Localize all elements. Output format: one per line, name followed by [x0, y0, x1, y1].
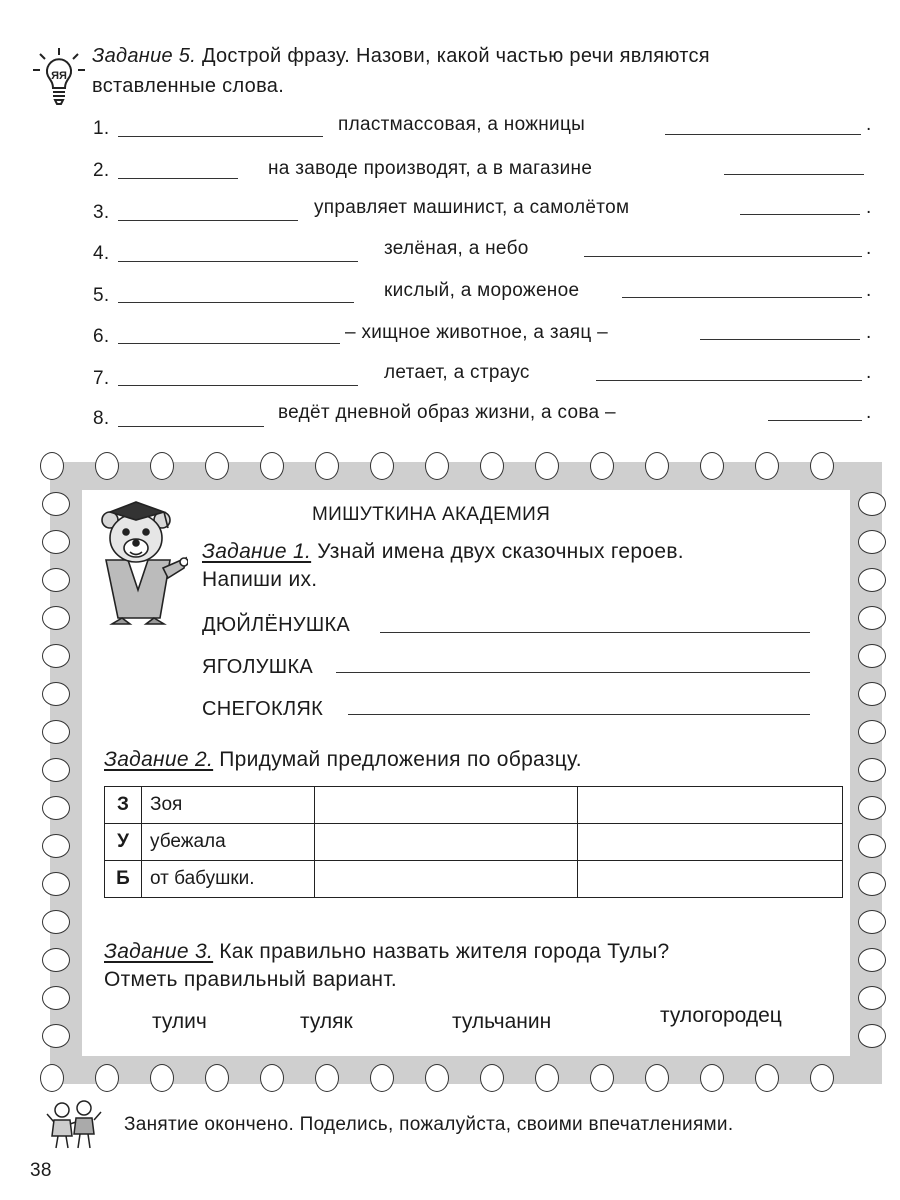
item-number: 5.: [93, 285, 110, 306]
word-cell: от бабушки.: [142, 861, 315, 898]
frame-bead: [858, 568, 886, 592]
item-text: – хищное животное, а заяц –: [345, 322, 608, 343]
scrambled-word: ДЮЙЛЁНУШКА: [202, 614, 351, 636]
frame-bead: [42, 568, 70, 592]
task3-text-line1: Как правильно назвать жителя города Тулы?: [219, 940, 670, 963]
frame-bead: [370, 452, 394, 480]
empty-cell[interactable]: [578, 824, 843, 861]
task5-text-line1: Дострой фразу. Назови, какой частью речи являются: [201, 45, 710, 67]
frame-bead: [480, 1064, 504, 1092]
item-end: .: [866, 114, 872, 135]
frame-bead: [755, 452, 779, 480]
word-cell: убежала: [142, 824, 315, 861]
frame-bead: [42, 872, 70, 896]
item-end: .: [866, 402, 872, 423]
frame-bead: [858, 606, 886, 630]
frame-bead: [42, 720, 70, 744]
item-end: .: [866, 362, 872, 383]
item-text: на заводе производят, а в магазине: [268, 158, 593, 179]
item-number: 1.: [93, 118, 110, 139]
empty-cell[interactable]: [315, 824, 578, 861]
frame-bead: [315, 1064, 339, 1092]
frame-bead: [858, 682, 886, 706]
task1-text-line1: Узнай имена двух сказочных героев.: [317, 540, 684, 563]
frame-bead: [858, 1024, 886, 1048]
item-end: .: [866, 280, 872, 301]
item-number: 6.: [93, 326, 110, 347]
frame-bead: [425, 452, 449, 480]
frame-bead: [700, 452, 724, 480]
answer-blank[interactable]: [596, 380, 862, 381]
empty-cell[interactable]: [315, 861, 578, 898]
item-text: кислый, а мороженое: [384, 280, 580, 301]
answer-blank[interactable]: [740, 214, 860, 215]
frame-bead: [205, 1064, 229, 1092]
item-text: ведёт дневной образ жизни, а сова –: [278, 402, 616, 423]
answer-blank[interactable]: [724, 174, 864, 175]
option-tulyak[interactable]: туляк: [300, 1010, 353, 1033]
answer-blank[interactable]: [336, 672, 810, 673]
item-text: летает, а страус: [384, 362, 530, 383]
task2-label: Задание 2.: [104, 748, 214, 771]
frame-bead: [315, 452, 339, 480]
item-number: 3.: [93, 202, 110, 223]
item-number: 4.: [93, 243, 110, 264]
answer-blank[interactable]: [118, 385, 358, 386]
task5-text-line2: вставленные слова.: [92, 75, 285, 97]
task3-label: Задание 3.: [104, 940, 214, 963]
frame-bead: [260, 1064, 284, 1092]
table-row: [105, 824, 843, 861]
frame-bead: [858, 758, 886, 782]
frame-bead: [95, 452, 119, 480]
frame-bead: [42, 910, 70, 934]
option-tulich[interactable]: тулич: [152, 1010, 207, 1033]
lightbulb-icon: [30, 46, 88, 108]
empty-cell[interactable]: [315, 787, 578, 824]
answer-blank[interactable]: [118, 302, 354, 303]
frame-bead: [535, 452, 559, 480]
bear-graduate-icon: [88, 498, 188, 628]
frame-bead: [425, 1064, 449, 1092]
sample-table: [104, 786, 843, 898]
answer-blank[interactable]: [118, 178, 238, 179]
footer-text: Занятие окончено. Поделись, пожалуйста, своими впечатлениями.: [124, 1114, 734, 1135]
frame-bead: [150, 1064, 174, 1092]
frame-bead: [42, 758, 70, 782]
answer-blank[interactable]: [118, 220, 298, 221]
frame-bead: [150, 452, 174, 480]
task1-heading: [202, 540, 684, 564]
frame-bead: [755, 1064, 779, 1092]
frame-bead: [858, 910, 886, 934]
frame-bead: [42, 948, 70, 972]
item-number: 2.: [93, 160, 110, 181]
frame-bead: [42, 834, 70, 858]
frame-bead: [480, 452, 504, 480]
answer-blank[interactable]: [348, 714, 810, 715]
frame-bead: [858, 834, 886, 858]
frame-bead: [645, 452, 669, 480]
frame-bead: [370, 1064, 394, 1092]
frame-bead: [205, 452, 229, 480]
frame-bead: [42, 530, 70, 554]
frame-bead: [810, 452, 834, 480]
frame-bead: [42, 986, 70, 1010]
frame-bead: [858, 530, 886, 554]
frame-bead: [42, 796, 70, 820]
svg-text:ЯЯ: ЯЯ: [51, 70, 67, 82]
frame-bead: [42, 492, 70, 516]
letter-cell: У: [105, 824, 142, 861]
page-number: 38: [30, 1160, 52, 1181]
answer-blank[interactable]: [768, 420, 862, 421]
answer-blank[interactable]: [380, 632, 810, 633]
item-text: зелёная, а небо: [384, 238, 529, 259]
frame-bead: [95, 1064, 119, 1092]
frame-bead: [858, 986, 886, 1010]
item-end: .: [866, 197, 872, 218]
task1-text-line2: Напиши их.: [202, 568, 318, 591]
answer-blank[interactable]: [118, 343, 340, 344]
frame-bead: [858, 644, 886, 668]
scrambled-word: СНЕГОКЛЯК: [202, 698, 324, 720]
frame-bead: [858, 948, 886, 972]
frame-bead: [858, 872, 886, 896]
frame-bead: [42, 682, 70, 706]
answer-blank[interactable]: [700, 339, 860, 340]
answer-blank[interactable]: [118, 426, 264, 427]
item-number: 7.: [93, 368, 110, 389]
frame-bead: [42, 606, 70, 630]
answer-blank[interactable]: [118, 136, 323, 137]
children-icon: [44, 1098, 104, 1150]
frame-bead: [858, 492, 886, 516]
option-tulogorodets[interactable]: тулогородец: [660, 1004, 782, 1027]
frame-bead: [810, 1064, 834, 1092]
frame-bead: [645, 1064, 669, 1092]
table-row: [105, 787, 843, 824]
frame-bead: [700, 1064, 724, 1092]
letter-cell: Б: [105, 861, 142, 898]
item-text: пластмассовая, а ножницы: [338, 114, 586, 135]
answer-blank[interactable]: [584, 256, 862, 257]
frame-bead: [260, 452, 284, 480]
task2-text: Придумай предложения по образцу.: [219, 748, 582, 771]
empty-cell[interactable]: [578, 861, 843, 898]
answer-blank[interactable]: [665, 134, 861, 135]
task3-text-line2: Отметь правильный вариант.: [104, 968, 398, 991]
task2-heading: [104, 748, 582, 772]
table-row: [105, 861, 843, 898]
frame-bead: [40, 1064, 64, 1092]
task1-label: Задание 1.: [202, 540, 312, 563]
academy-title: МИШУТКИНА АКАДЕМИЯ: [312, 504, 551, 525]
frame-bead: [42, 644, 70, 668]
empty-cell[interactable]: [578, 787, 843, 824]
word-cell: Зоя: [142, 787, 315, 824]
frame-bead: [42, 1024, 70, 1048]
scrambled-word: ЯГОЛУШКА: [202, 656, 314, 678]
task5-title: Задание 5.: [92, 45, 197, 67]
task3-heading: [104, 940, 669, 964]
item-text: управляет машинист, а самолётом: [314, 197, 630, 218]
item-end: .: [866, 322, 872, 343]
frame-bead: [40, 452, 64, 480]
item-number: 8.: [93, 408, 110, 429]
item-end: .: [866, 238, 872, 259]
frame-bead: [535, 1064, 559, 1092]
answer-blank[interactable]: [118, 261, 358, 262]
answer-blank[interactable]: [622, 297, 862, 298]
frame-bead: [590, 452, 614, 480]
frame-bead: [590, 1064, 614, 1092]
letter-cell: З: [105, 787, 142, 824]
task5-heading: [92, 45, 710, 68]
option-tulchanin[interactable]: тульчанин: [452, 1010, 552, 1033]
frame-bead: [858, 720, 886, 744]
frame-bead: [858, 796, 886, 820]
